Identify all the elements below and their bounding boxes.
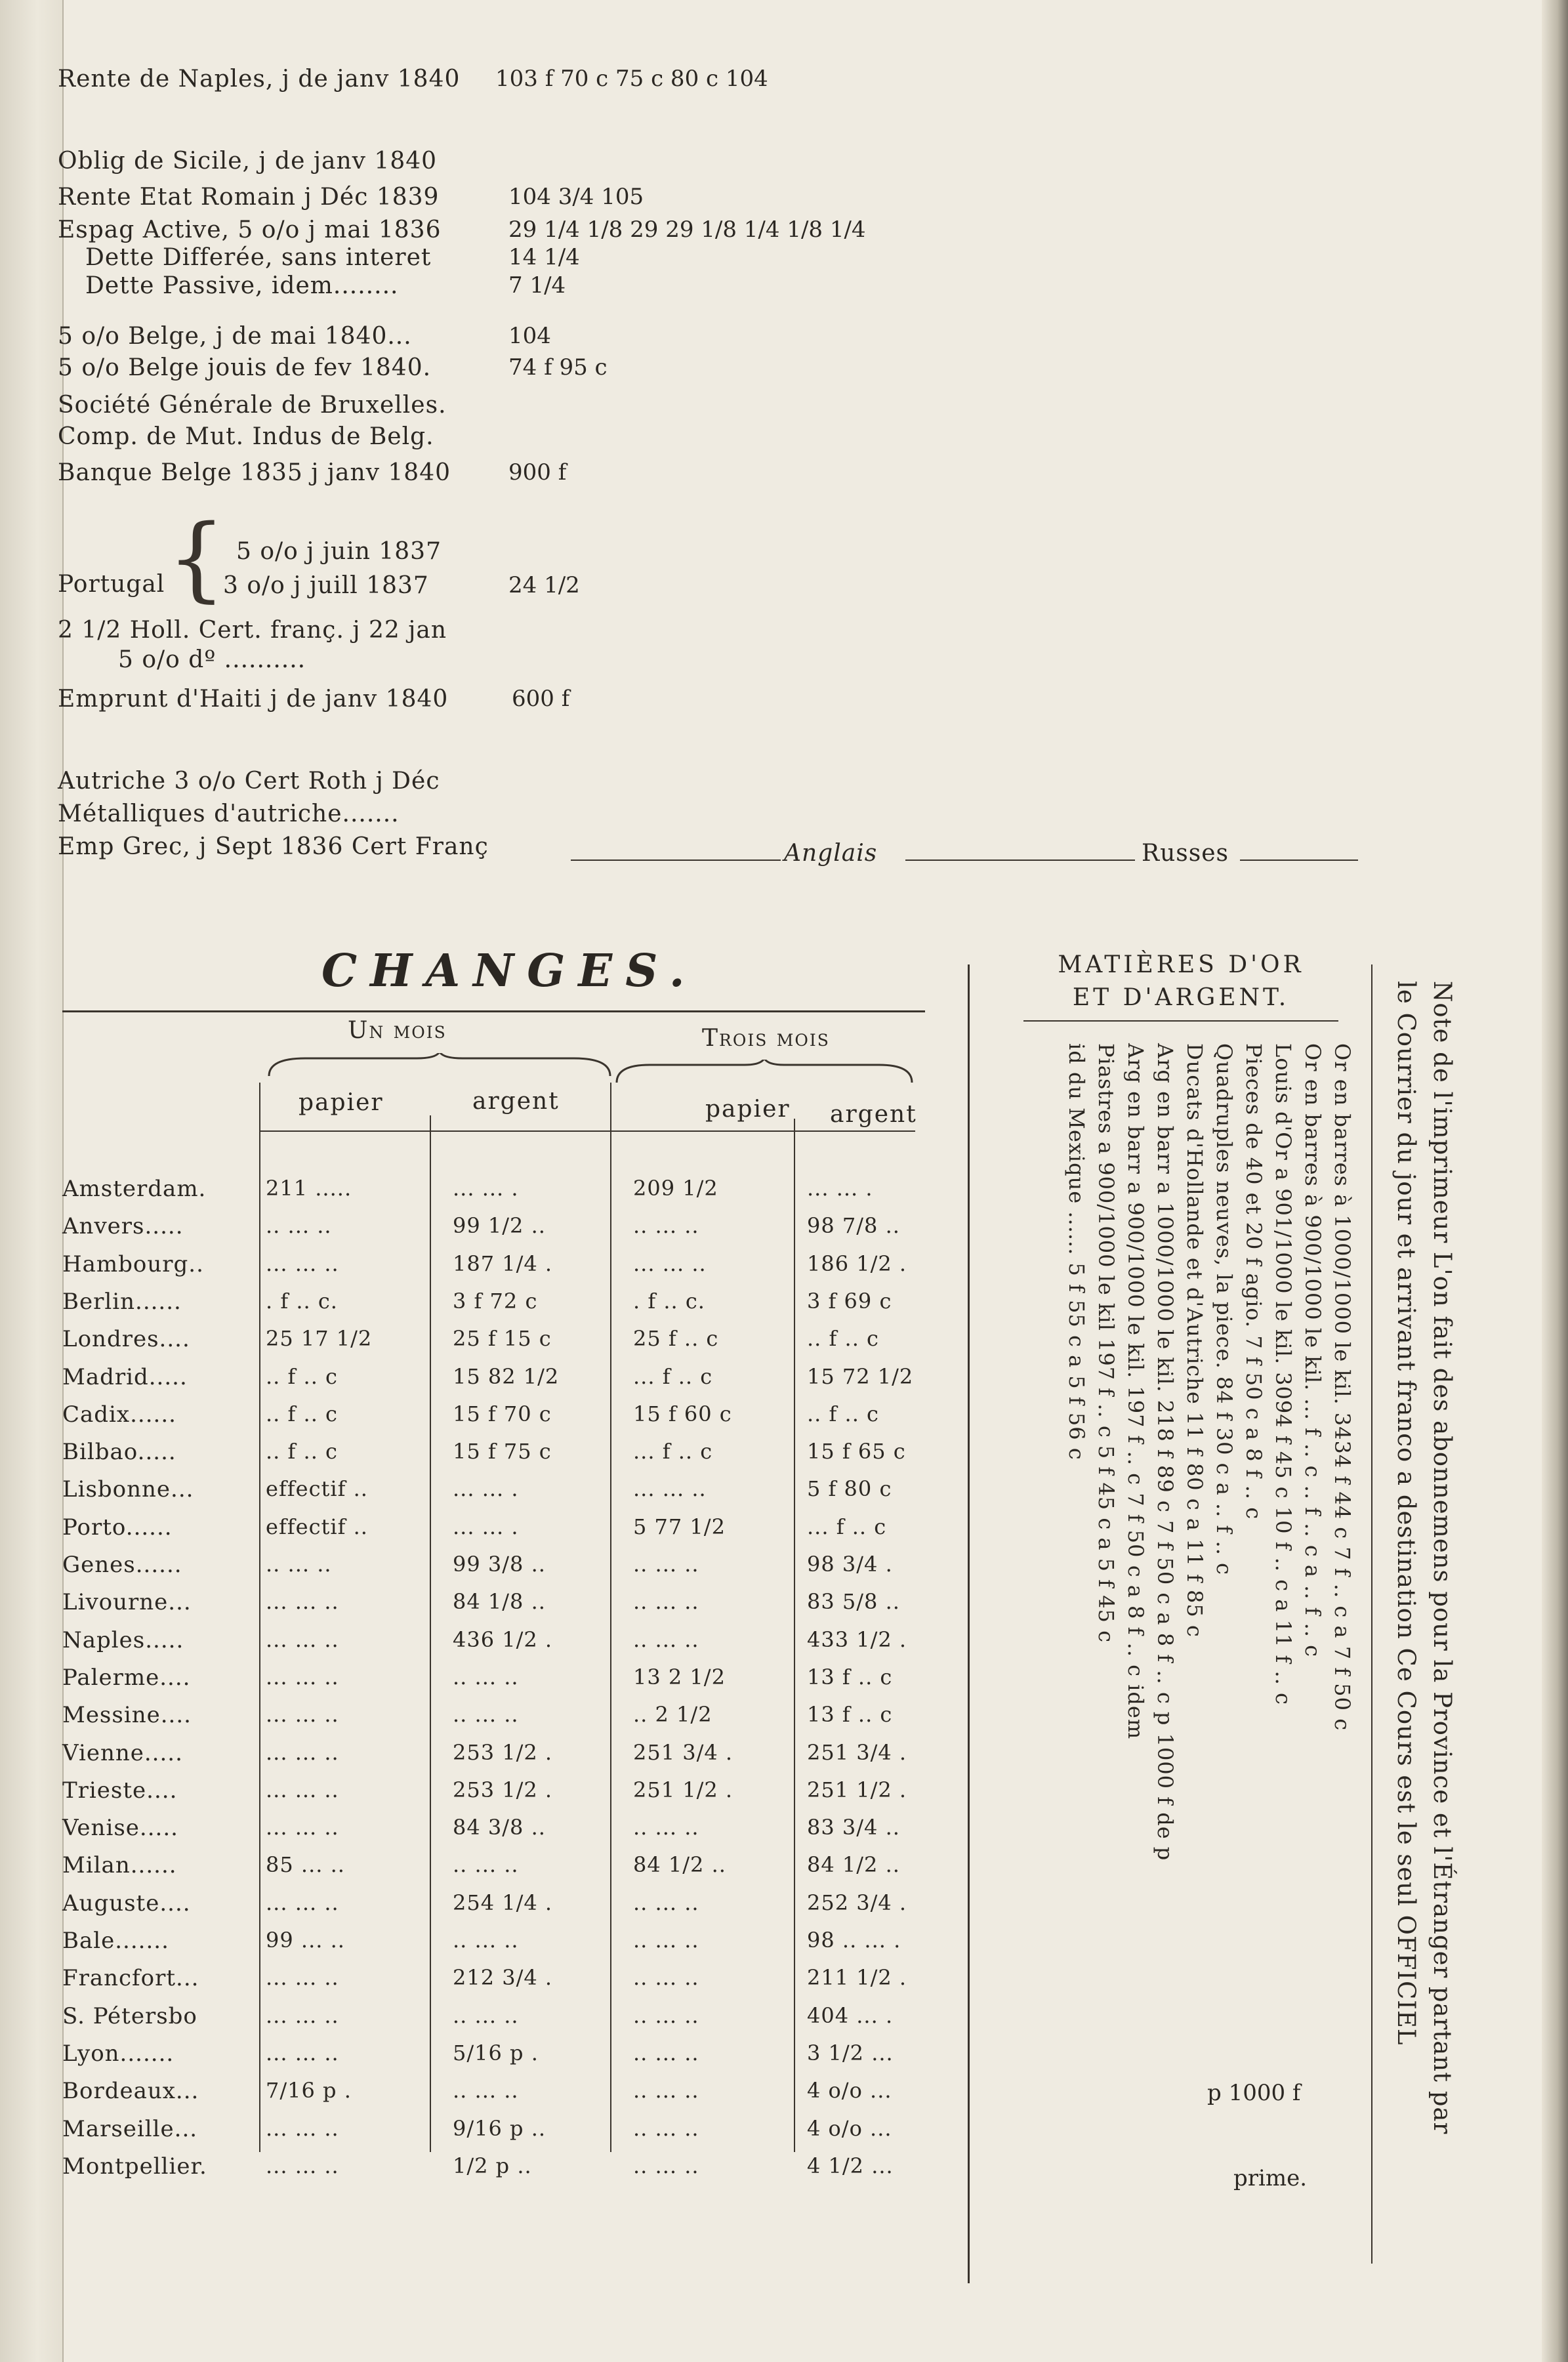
changes-city: Bale....... — [62, 1928, 169, 1954]
changes-city: Trieste.... — [62, 1777, 178, 1804]
changes-city: Berlin...... — [62, 1288, 182, 1315]
rente-value: 7 1/4 — [508, 272, 566, 299]
column-divider — [1371, 964, 1372, 2264]
portugal-value: 24 1/2 — [508, 572, 580, 598]
changes-cell: 85 ... .. — [266, 1852, 345, 1878]
changes-cell: .. ... .. — [633, 1965, 699, 1991]
changes-cell: .. ... .. — [633, 1928, 699, 1953]
changes-city: Amsterdam. — [62, 1176, 207, 1202]
changes-cell: 187 1/4 . — [453, 1251, 553, 1276]
changes-cell: .. ... .. — [633, 2002, 699, 2028]
changes-city: Lisbonne... — [62, 1476, 194, 1503]
matieres-line: Arg en barr a 1000/1000 le kil. 218 f 89 c 7 f 50 c a 8 f .. c p 1000 f de p — [1153, 1043, 1178, 1861]
changes-cell: .. ... .. — [633, 2078, 699, 2103]
changes-city: Bilbao..... — [62, 1439, 176, 1466]
changes-cell: 253 1/2 . — [453, 1739, 553, 1765]
rule — [259, 1130, 915, 1132]
changes-cell: .. ... .. — [633, 2153, 699, 2178]
changes-cell: 4 1/2 ... — [807, 2153, 894, 2178]
binding-margin — [0, 0, 64, 2362]
un-mois-brace — [266, 1053, 613, 1079]
changes-cell: .. f .. c — [807, 1326, 879, 1352]
changes-cell: .. ... .. — [633, 1626, 699, 1652]
changes-cell: 98 .. ... . — [807, 1928, 901, 1953]
column-divider — [794, 1119, 795, 2152]
rule — [571, 860, 781, 861]
changes-cell: .. f .. c — [266, 1439, 338, 1464]
rente-label: Banque Belge 1835 j janv 1840 — [58, 459, 451, 486]
changes-cell: ... ... .. — [266, 1965, 339, 1991]
changes-cell: 5/16 p . — [453, 2040, 539, 2065]
rente-label: 5 o/o Belge jouis de fev 1840. — [58, 354, 432, 381]
rente-value: 103 f 70 c 75 c 80 c 104 — [495, 66, 768, 92]
changes-cell: 99 3/8 .. — [453, 1552, 546, 1577]
changes-cell: ... ... . — [453, 1476, 519, 1502]
matieres-title-2: ET D'ARGENT. — [1072, 984, 1290, 1011]
rente-label: Autriche 3 o/o Cert Roth j Déc — [58, 768, 440, 795]
changes-cell: . f .. c. — [266, 1288, 338, 1314]
changes-cell: . f .. c. — [633, 1288, 705, 1314]
changes-cell: ... ... .. — [266, 2115, 339, 2141]
matieres-line: Louis d'Or a 901/1000 le kil. 3094 f 45 c 10 f .. c a 11 f .. c — [1271, 1043, 1296, 1705]
emp-grec-label: Emp Grec, j Sept 1836 Cert Franç — [58, 833, 489, 860]
changes-city: Lyon....... — [62, 2040, 175, 2067]
matieres-line: Or en barres à 1000/1000 le kil. 3434 f 44 c 7 f .. c a 7 f 50 c — [1330, 1043, 1355, 1731]
changes-cell: 5 77 1/2 — [633, 1514, 726, 1539]
changes-cell: ... ... .. — [633, 1476, 707, 1502]
changes-cell: 15 f 65 c — [807, 1439, 906, 1464]
col-argent-2: argent — [830, 1101, 917, 1128]
changes-cell: 15 72 1/2 — [807, 1363, 914, 1389]
column-divider — [968, 964, 970, 2283]
trois-mois-heading: Trois mois — [702, 1025, 830, 1052]
changes-cell: ... f .. c — [633, 1363, 713, 1389]
matieres-line: Ducats d'Hollande et d'Autriche 11 f 80 c a 11 f 85 c — [1182, 1043, 1207, 1638]
changes-cell: .. f .. c — [266, 1363, 338, 1389]
rente-label: Dette Differée, sans interet — [85, 244, 432, 271]
changes-cell: ... ... . — [807, 1176, 873, 1201]
changes-cell: 25 f .. c — [633, 1326, 719, 1352]
changes-cell: 404 ... . — [807, 2002, 894, 2028]
changes-cell: 7/16 p . — [266, 2078, 352, 2103]
changes-cell: 98 3/4 . — [807, 1552, 893, 1577]
col-argent-1: argent — [472, 1088, 560, 1115]
changes-cell: ... ... .. — [266, 1589, 339, 1615]
changes-cell: 99 ... .. — [266, 1928, 345, 1953]
changes-cell: ... ... .. — [266, 1777, 339, 1802]
changes-cell: ... ... .. — [266, 2002, 339, 2028]
changes-cell: 15 f 70 c — [453, 1401, 552, 1426]
column-divider — [259, 1083, 260, 2152]
column-divider — [430, 1115, 431, 2152]
matieres-line: Quadruples neuves, la piece. 84 f 30 c a .. f .. c — [1212, 1043, 1237, 1575]
rente-label: Rente de Naples, j de janv 1840 — [58, 66, 461, 93]
matieres-line: Piastres a 900/1000 le kil 197 f .. c 5 f 45 c a 5 f 45 c — [1094, 1043, 1119, 1644]
rente-label: Oblig de Sicile, j de janv 1840 — [58, 148, 438, 175]
changes-cell: effectif .. — [266, 1476, 368, 1502]
rente-value: 104 — [508, 323, 551, 349]
changes-cell: 251 3/4 . — [633, 1739, 733, 1765]
changes-cell: 251 1/2 . — [807, 1777, 907, 1802]
changes-cell: 9/16 p .. — [453, 2115, 547, 2141]
changes-cell: .. ... .. — [266, 1213, 332, 1239]
changes-cell: .. ... .. — [633, 2115, 699, 2141]
changes-city: Venise..... — [62, 1815, 178, 1842]
changes-cell: 3 f 72 c — [453, 1288, 538, 1314]
changes-city: Milan...... — [62, 1852, 177, 1879]
col-papier-1: papier — [299, 1089, 384, 1116]
changes-cell: 251 1/2 . — [633, 1777, 733, 1802]
changes-cell: 25 17 1/2 — [266, 1326, 373, 1352]
changes-cell: .. ... .. — [453, 2002, 519, 2028]
note-line-1: Note de l'imprimeur L'on fait des abonnemens pour la Province et l'Étranger partant par — [1428, 981, 1456, 2135]
changes-cell: 211 1/2 . — [807, 1965, 907, 1991]
changes-cell: .. ... .. — [453, 1928, 519, 1953]
matieres-line: id du Mexique ...... 5 f 55 c a 5 f 56 c — [1064, 1043, 1089, 1461]
changes-cell: 83 5/8 .. — [807, 1589, 900, 1615]
matieres-line: Pieces de 40 et 20 f agio. 7 f 50 c a 8 f .. c — [1241, 1043, 1266, 1520]
changes-city: Marseille... — [62, 2115, 198, 2142]
changes-cell: ... ... .. — [266, 1890, 339, 1915]
changes-cell: 13 f .. c — [807, 1664, 893, 1689]
rente-label: Comp. de Mut. Indus de Belg. — [58, 423, 434, 450]
portugal-line2: 3 o/o j juill 1837 — [223, 572, 429, 599]
prime-label: prime. — [1233, 2165, 1308, 2191]
rente-value: 14 1/4 — [508, 244, 580, 270]
changes-cell: ... ... .. — [266, 1815, 339, 1840]
changes-cell: ... ... . — [453, 1514, 519, 1539]
rule — [905, 860, 1135, 861]
changes-cell: 84 1/2 .. — [807, 1852, 900, 1878]
changes-cell: .. ... .. — [453, 1664, 519, 1689]
changes-cell: 15 82 1/2 — [453, 1363, 560, 1389]
matieres-line: Arg en barr a 900/1000 le kil. 197 f .. c 7 f 50 c a 8 f .. c idem — [1123, 1043, 1148, 1740]
changes-city: Auguste.... — [62, 1890, 191, 1917]
note-line-2: le Courrier du jour et arrivant franco a destination Ce Cours est le seul OFFICIEL — [1392, 981, 1420, 2046]
changes-cell: ... ... .. — [266, 1702, 339, 1728]
changes-cell: 84 1/8 .. — [453, 1589, 546, 1615]
rente-label: Société Générale de Bruxelles. — [58, 392, 447, 419]
col-papier-2: papier — [705, 1096, 791, 1123]
changes-cell: effectif .. — [266, 1514, 368, 1539]
changes-city: S. Pétersbo — [62, 2002, 197, 2029]
changes-cell: .. ... .. — [633, 1552, 699, 1577]
changes-title: CHANGES. — [321, 945, 698, 997]
changes-cell: 99 1/2 .. — [453, 1213, 546, 1239]
changes-cell: .. ... .. — [453, 2078, 519, 2103]
changes-cell: 433 1/2 . — [807, 1626, 907, 1652]
rente-label: Espag Active, 5 o/o j mai 1836 — [58, 217, 442, 243]
changes-cell: .. ... .. — [633, 1213, 699, 1239]
changes-cell: ... ... . — [453, 1176, 519, 1201]
un-mois-heading: Un mois — [348, 1017, 447, 1044]
changes-cell: 5 f 80 c — [807, 1476, 892, 1502]
changes-cell: .. ... .. — [453, 1702, 519, 1728]
changes-cell: ... f .. c — [807, 1514, 887, 1539]
changes-city: Anvers..... — [62, 1213, 184, 1240]
changes-cell: ... ... .. — [266, 2153, 339, 2178]
rente-value: 29 1/4 1/8 29 29 1/8 1/4 1/8 1/4 — [508, 217, 866, 243]
changes-city: Livourne... — [62, 1589, 192, 1616]
changes-cell: 252 3/4 . — [807, 1890, 907, 1915]
changes-city: Londres.... — [62, 1326, 190, 1353]
changes-cell: .. ... .. — [453, 1852, 519, 1878]
changes-cell: .. ... .. — [633, 2040, 699, 2065]
changes-cell: 209 1/2 — [633, 1176, 718, 1201]
changes-city: Madrid..... — [62, 1363, 188, 1390]
changes-city: Montpellier. — [62, 2153, 207, 2180]
changes-cell: .. f .. c — [266, 1401, 338, 1426]
rente-label: 5 o/o Belge, j de mai 1840... — [58, 323, 412, 350]
changes-city: Vienne..... — [62, 1739, 183, 1766]
changes-city: Cadix...... — [62, 1401, 176, 1428]
anglais-label: Anglais — [784, 840, 878, 867]
portugal-line1: 5 o/o j juin 1837 — [236, 538, 442, 565]
changes-cell: ... ... .. — [266, 1739, 339, 1765]
rente-label: Métalliques d'autriche....... — [58, 800, 400, 827]
rente-value: 600 f — [512, 686, 570, 712]
changes-cell: 254 1/4 . — [453, 1890, 553, 1915]
changes-cell: 98 7/8 .. — [807, 1213, 900, 1239]
changes-cell: ... ... .. — [266, 2040, 339, 2065]
russes-label: Russes — [1142, 840, 1229, 867]
changes-cell: 84 3/8 .. — [453, 1815, 546, 1840]
rule — [62, 1010, 925, 1012]
changes-city: Francfort... — [62, 1965, 199, 1992]
matieres-line: Or en barres à 900/1000 le kil. ... f .. c .. f .. c a .. f .. c — [1300, 1043, 1325, 1658]
changes-cell: 211 ..... — [266, 1176, 352, 1201]
changes-city: Bordeaux... — [62, 2078, 199, 2105]
rule — [1240, 860, 1358, 861]
changes-city: Naples..... — [62, 1626, 184, 1653]
changes-cell: 25 f 15 c — [453, 1326, 552, 1352]
rente-label: 2 1/2 Holl. Cert. franç. j 22 jan — [58, 617, 447, 644]
changes-cell: 186 1/2 . — [807, 1251, 907, 1276]
changes-cell: 84 1/2 .. — [633, 1852, 726, 1878]
changes-cell: ... ... .. — [266, 1664, 339, 1689]
rule — [1023, 1020, 1338, 1022]
changes-cell: 3 f 69 c — [807, 1288, 892, 1314]
changes-cell: 436 1/2 . — [453, 1626, 553, 1652]
portugal-brace: { — [167, 505, 226, 612]
changes-cell: ... ... .. — [633, 1251, 707, 1276]
changes-city: Messine.... — [62, 1702, 192, 1729]
changes-cell: 4 o/o ... — [807, 2115, 892, 2141]
changes-cell: .. ... .. — [633, 1589, 699, 1615]
changes-cell: .. f .. c — [807, 1401, 879, 1426]
rente-label: Emprunt d'Haiti j de janv 1840 — [58, 686, 449, 713]
changes-city: Palerme.... — [62, 1664, 191, 1691]
p1000-label: p 1000 f — [1207, 2080, 1301, 2106]
changes-cell: .. 2 1/2 — [633, 1702, 712, 1728]
changes-cell: .. ... .. — [633, 1815, 699, 1840]
matieres-title-1: MATIÈRES D'OR — [1058, 951, 1304, 978]
changes-cell: 4 o/o ... — [807, 2078, 892, 2103]
rente-value: 74 f 95 c — [508, 354, 608, 381]
page-edge — [1542, 0, 1568, 2362]
changes-cell: .. ... .. — [266, 1552, 332, 1577]
changes-cell: .. ... .. — [633, 1890, 699, 1915]
changes-city: Hambourg.. — [62, 1251, 204, 1277]
changes-cell: 253 1/2 . — [453, 1777, 553, 1802]
changes-city: Porto...... — [62, 1514, 173, 1541]
changes-cell: 212 3/4 . — [453, 1965, 553, 1991]
rente-label: 5 o/o dº .......... — [118, 646, 306, 673]
changes-cell: ... ... .. — [266, 1251, 339, 1276]
trois-mois-brace — [613, 1060, 915, 1086]
changes-cell: ... ... .. — [266, 1626, 339, 1652]
rente-label: Dette Passive, idem........ — [85, 272, 399, 299]
changes-cell: 83 3/4 .. — [807, 1815, 900, 1840]
rente-value: 104 3/4 105 — [508, 184, 644, 210]
changes-cell: 13 f .. c — [807, 1702, 893, 1728]
portugal-label: Portugal — [58, 571, 165, 598]
changes-cell: 251 3/4 . — [807, 1739, 907, 1765]
changes-cell: 13 2 1/2 — [633, 1664, 726, 1689]
changes-cell: 15 f 60 c — [633, 1401, 732, 1426]
column-divider — [610, 1083, 611, 2152]
changes-cell: ... f .. c — [633, 1439, 713, 1464]
changes-cell: 15 f 75 c — [453, 1439, 552, 1464]
changes-city: Genes...... — [62, 1552, 182, 1578]
rente-value: 900 f — [508, 459, 567, 486]
changes-cell: 1/2 p .. — [453, 2153, 532, 2178]
rente-label: Rente Etat Romain j Déc 1839 — [58, 184, 440, 211]
changes-cell: 3 1/2 ... — [807, 2040, 894, 2065]
